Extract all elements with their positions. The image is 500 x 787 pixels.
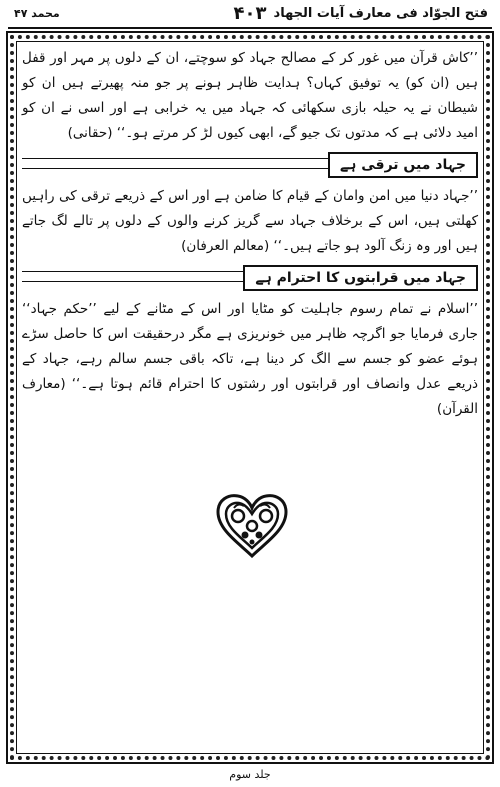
page-number: ۴۰۳	[233, 3, 267, 24]
book-title: فتح الجوّاد فی معارف آیات الجهاد	[273, 6, 488, 21]
page-content	[22, 46, 478, 422]
heading-progress: جہاد میں ترقی ہے	[328, 152, 478, 178]
chapter-label: محمد ۴۷	[14, 7, 60, 20]
section-heading-1	[22, 152, 478, 178]
page-footer: جلد سوم	[229, 768, 271, 781]
running-header	[8, 3, 492, 26]
section-heading-2	[22, 265, 478, 291]
heart-ornament-icon	[212, 490, 292, 560]
heading-kinship: جہاد میں قرابتوں کا احترام ہے	[243, 265, 478, 291]
header-rule	[8, 27, 492, 29]
paragraph-maarif: ’’اسلام نے تمام رسوم جاہلیت کو مٹایا اور اس کے مٹانے کے لیے ’’حکم جہاد‘‘ جاری فرمایا جو اگرچہ ظاہر میں خونریزی ہے مگر درحقیقت اس کا حاصل سڑے ہوئے عضو کو جسم سے الگ کر دینا ہے، تاکہ باقی جسم سالم رہے، جہاد کے ذریعے عدل وانصاف اور قرابتوں اور رشتوں کا احترام قائم ہوتا ہے۔‘‘ (معارف القرآن)	[22, 301, 478, 417]
heading-rule	[22, 158, 368, 169]
paragraph-maalim: ’’جہاد دنیا میں امن وامان کے قیام کا ضامن ہے اور اس کے ذریعے ترقی کی راہیں کھلتی ہیں، اس کے برخلاف جہاد سے گریز کرنے والوں کے دلوں پر تالے لگ جاتے ہیں اور وہ زنگ آلود ہو جاتے ہیں۔‘‘ (معالم العرفان)	[22, 188, 478, 254]
paragraph-haqqani: ’’کاش قرآن میں غور کر کے مصالح جہاد کو سوچتے، ان کے دلوں پر مہر اور قفل ہیں (ان کو) یہ توفیق کہاں؟ ہدایت ظاہر ہونے پر جو منہ پھیرتے ہیں ان کو شیطان نے یہ حیلہ بازی سکھائی کہ جہاد میں یہ خرابی ہے اور اسی نے ان کو امید دلائی ہے کہ مدتوں تک جیو گے، ابھی کیوں لڑ کر مرتے ہو۔‘‘ (حقانی)	[22, 50, 478, 141]
